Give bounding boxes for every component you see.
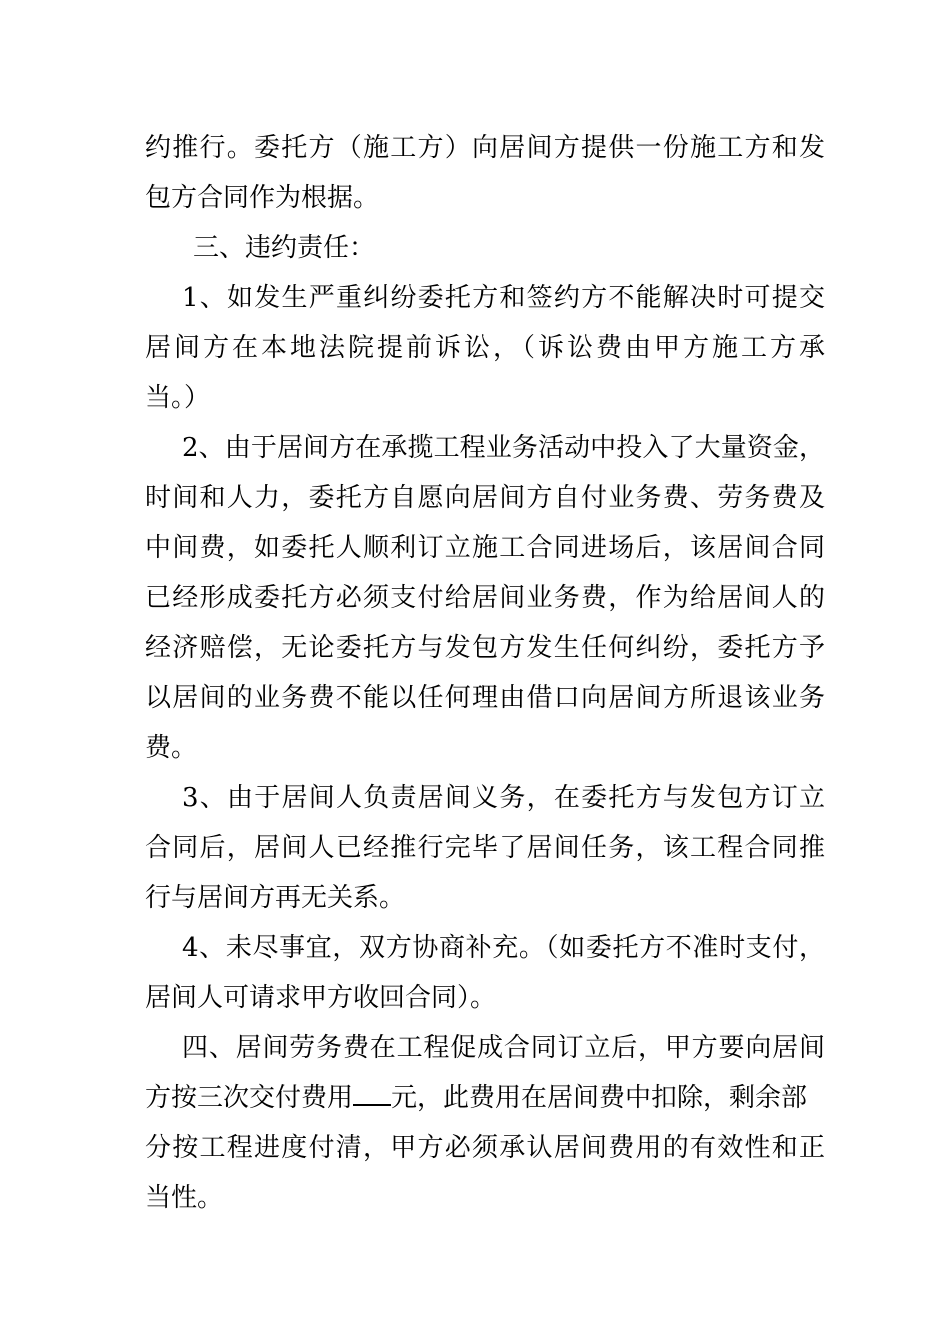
paragraph-line: 3、由于居间人负责居间义务，在委托方与发包方订立 xyxy=(182,783,825,813)
paragraph-line: 2、由于居间方在承揽工程业务活动中投入了大量资金， xyxy=(182,433,825,463)
paragraph-line: 已经形成委托方必须支付给居间业务费，作为给居间人的 xyxy=(145,583,825,613)
paragraph-line: 时间和人力，委托方自愿向居间方自付业务费、劳务费及 xyxy=(145,483,825,513)
paragraph-line: 约推行。委托方（施工方）向居间方提供一份施工方和发 xyxy=(145,133,825,163)
paragraph-line: 以居间的业务费不能以任何理由借口向居间方所退该业务 xyxy=(145,683,825,713)
paragraph-line: 四、居间劳务费在工程促成合同订立后，甲方要向居间 xyxy=(182,1033,825,1063)
paragraph-line: 费。 xyxy=(145,733,198,763)
section-heading: 三、违约责任： xyxy=(193,233,376,263)
text-before-blank: 方按三次交付费用 xyxy=(145,1083,354,1113)
paragraph-line: 居间方在本地法院提前诉讼，（诉讼费由甲方施工方承 xyxy=(145,333,825,363)
paragraph-line: 4、未尽事宜，双方协商补充。（如委托方不准时支付， xyxy=(182,933,825,963)
paragraph-line: 行与居间方再无关系。 xyxy=(145,883,406,913)
paragraph-line: 中间费，如委托人顺利订立施工合同进场后，该居间合同 xyxy=(145,533,825,563)
paragraph-line: 包方合同作为根据。 xyxy=(145,183,380,213)
paragraph-line: 居间人可请求甲方收回合同）。 xyxy=(145,983,497,1013)
paragraph-line: 分按工程进度付清，甲方必须承认居间费用的有效性和正 xyxy=(145,1133,825,1163)
paragraph-line: 合同后，居间人已经推行完毕了居间任务，该工程合同推 xyxy=(145,833,825,863)
paragraph-line: 当性。 xyxy=(145,1183,224,1213)
text-after-blank: 元，此费用在居间费中扣除，剩余部 xyxy=(391,1083,808,1113)
paragraph-line: 经济赔偿，无论委托方与发包方发生任何纠纷，委托方予 xyxy=(145,633,825,663)
paragraph-line-with-blank xyxy=(145,1073,825,1123)
amount-blank xyxy=(353,1082,391,1106)
paragraph-line: 当。） xyxy=(145,383,211,413)
paragraph-line: 1、如发生严重纠纷委托方和签约方不能解决时可提交 xyxy=(182,283,825,313)
